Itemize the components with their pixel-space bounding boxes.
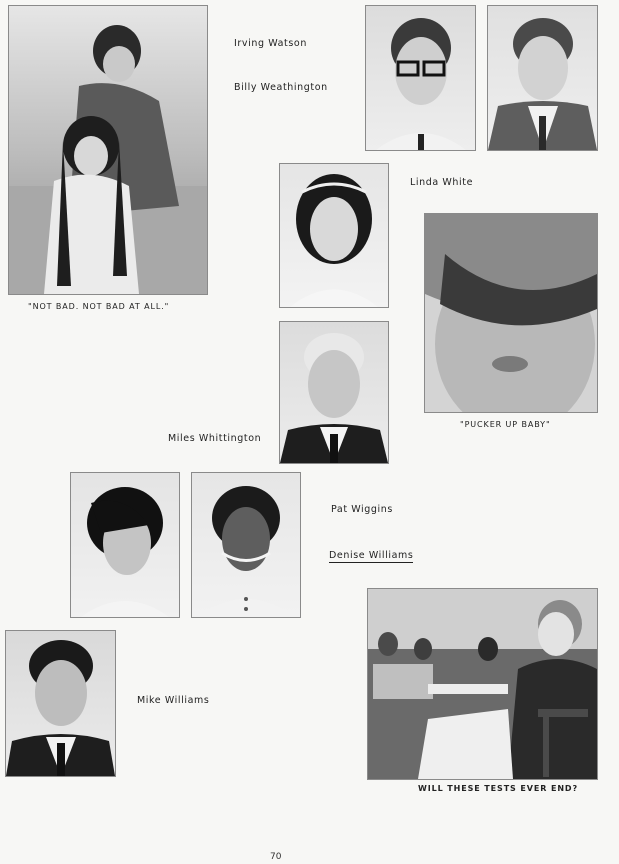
portrait-mike-williams [5, 630, 116, 777]
name-denise-williams: Denise Williams [329, 550, 414, 561]
candid-couple-caption: "NOT BAD. NOT BAD AT ALL." [28, 302, 170, 311]
name-irving-watson: Irving Watson [234, 38, 307, 49]
candid-photo-classroom [367, 588, 598, 780]
portrait-pat-wiggins [70, 472, 180, 618]
portrait-irving-watson [365, 5, 476, 151]
portrait-miles-whittington [279, 321, 389, 464]
tests-caption: WILL THESE TESTS EVER END? [418, 784, 579, 793]
name-miles-whittington: Miles Whittington [168, 433, 262, 444]
pucker-caption: "PUCKER UP BABY" [460, 420, 551, 429]
candid-photo-closeup [424, 213, 598, 413]
name-pat-wiggins: Pat Wiggins [331, 504, 393, 515]
portrait-denise-williams [191, 472, 301, 618]
portrait-billy-weathington [487, 5, 598, 151]
portrait-linda-white [279, 163, 389, 308]
page-number: 70 [270, 852, 282, 862]
candid-photo-couple [8, 5, 208, 295]
name-linda-white: Linda White [410, 177, 474, 188]
name-mike-williams: Mike Williams [137, 695, 210, 706]
name-billy-weathington: Billy Weathington [234, 82, 328, 93]
